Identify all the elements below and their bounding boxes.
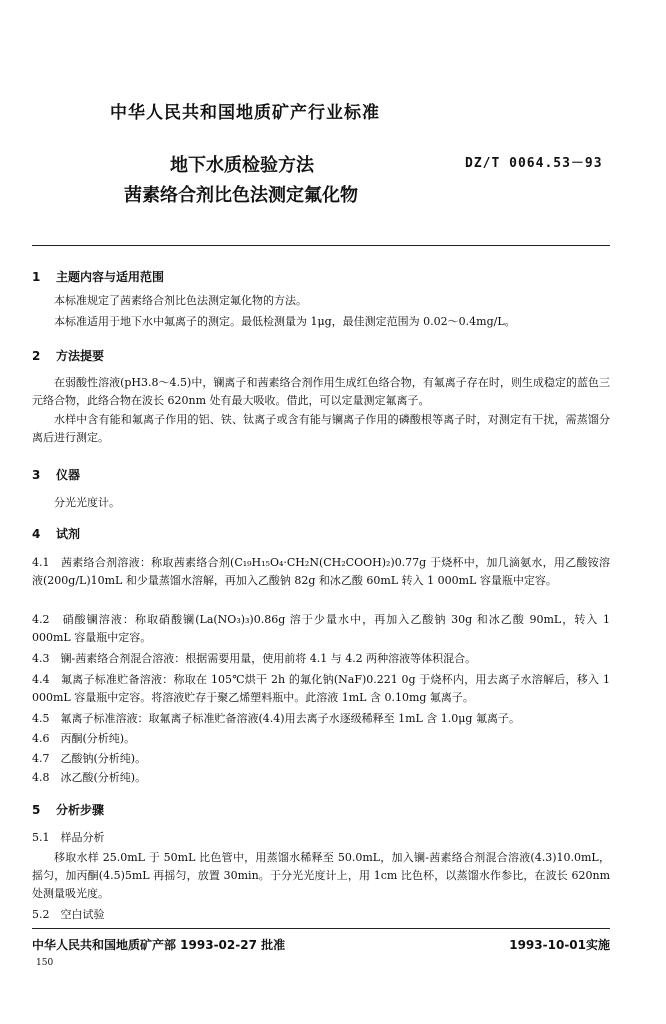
approval-line: 中华人民共和国地质矿产部 1993-02-27 批准 bbox=[32, 938, 286, 952]
section-3-heading bbox=[32, 466, 80, 483]
section-number: 1 bbox=[32, 270, 41, 284]
header-divider bbox=[32, 245, 610, 246]
section-1-paragraph-1: 本标准规定了茜素络合剂比色法测定氟化物的方法。 bbox=[54, 294, 307, 307]
section-number: 5 bbox=[32, 803, 41, 817]
section-title: 分析步骤 bbox=[56, 803, 105, 817]
reagent-item-4-4: 4.4 氟离子标准贮备溶液：称取在 105℃烘干 2h 的氟化钠(NaF)0.221 0g 于烧杯内，用去离子水溶解后，移入 1 000mL 容量瓶中定容。将溶液贮存于聚乙烯塑料瓶中。此溶液 1mL 含 0.10mg 氟离子。 bbox=[32, 673, 610, 704]
footer-divider bbox=[32, 928, 610, 929]
reagent-item-4-1: 4.1 茜素络合剂溶液：称取茜素络合剂(C₁₉H₁₅O₄·CH₂N(CH₂COOH)₂)0.77g 于烧杯中，加几滴氨水，用乙酸铵溶液(200g/L)10mL 和少量蒸馏水溶解，再加入乙酸钠 82g 和冰乙酸 60mL 转入 1 000mL 容量瓶中定容。 bbox=[32, 556, 610, 587]
section-title: 仪器 bbox=[56, 468, 81, 482]
page-number: 150 bbox=[36, 958, 54, 968]
title-line-2: 茜素络合剂比色法测定氟化物 bbox=[124, 185, 358, 206]
subsection-5-1-paragraph: 移取水样 25.0mL 于 50mL 比色管中，用蒸馏水稀释至 50.0mL，加入镧-茜素络合剂混合溶液(4.3)10.0mL，摇匀，加丙酮(4.5)5mL 再摇匀，放置 30min。于分光光度计上，用 1cm 比色杯，以蒸馏水作参比，在波长 620nm 处测量吸光度。 bbox=[32, 851, 610, 900]
subsection-5-1-heading: 5.1 样品分析 bbox=[32, 831, 105, 844]
section-2-heading bbox=[32, 347, 104, 364]
section-number: 4 bbox=[32, 527, 41, 541]
reagent-item-4-5: 4.5 氟离子标准溶液：取氟离子标准贮备溶液(4.4)用去离子水逐级稀释至 1mL 含 1.0μg 氟离子。 bbox=[32, 712, 520, 725]
reagent-item-4-2: 4.2 硝酸镧溶液：称取硝酸镧(La(NO₃)₃)0.86g 溶于少量水中，再加入乙酸钠 30g 和冰乙酸 90mL，转入 1 000mL 容量瓶中定容。 bbox=[32, 613, 610, 644]
section-number: 3 bbox=[32, 468, 41, 482]
section-1-paragraph-2: 本标准适用于地下水中氟离子的测定。最低检测量为 1μg，最佳测定范围为 0.02～0.4mg/L。 bbox=[54, 315, 516, 328]
section-1-heading bbox=[32, 268, 164, 285]
reagent-item-4-7: 4.7 乙酸钠(分析纯)。 bbox=[32, 752, 147, 765]
standard-code: DZ/T 0064.53－93 bbox=[465, 156, 603, 171]
issuing-organization: 中华人民共和国地质矿产行业标准 bbox=[110, 103, 380, 123]
section-4-heading bbox=[32, 525, 80, 542]
subsection-5-2-heading: 5.2 空白试验 bbox=[32, 908, 105, 921]
section-number: 2 bbox=[32, 349, 41, 363]
effective-date: 1993-10-01实施 bbox=[509, 938, 610, 952]
section-title: 主题内容与适用范围 bbox=[56, 270, 165, 284]
reagent-item-4-6: 4.6 丙酮(分析纯)。 bbox=[32, 732, 136, 745]
section-3-paragraph-1: 分光光度计。 bbox=[54, 496, 120, 509]
section-2-paragraph-2: 水样中含有能和氟离子作用的铝、铁、钛离子或含有能与镧离子作用的磷酸根等离子时，对测定有干扰，需蒸馏分离后进行测定。 bbox=[32, 413, 610, 444]
reagent-item-4-8: 4.8 冰乙酸(分析纯)。 bbox=[32, 771, 147, 784]
section-title: 试剂 bbox=[56, 527, 81, 541]
reagent-item-4-3: 4.3 镧-茜素络合剂混合溶液：根据需要用量，使用前将 4.1 与 4.2 两种溶液等体积混合。 bbox=[32, 652, 477, 665]
section-title: 方法提要 bbox=[56, 349, 105, 363]
section-5-heading bbox=[32, 801, 104, 818]
title-line-1: 地下水质检验方法 bbox=[170, 155, 314, 176]
section-2-paragraph-1: 在弱酸性溶液(pH3.8～4.5)中，镧离子和茜素络合剂作用生成红色络合物，有氟离子存在时，则生成稳定的蓝色三元络合物，此络合物在波长 620nm 处有最大吸收。借此，可以定量测定氟离子。 bbox=[32, 376, 610, 407]
